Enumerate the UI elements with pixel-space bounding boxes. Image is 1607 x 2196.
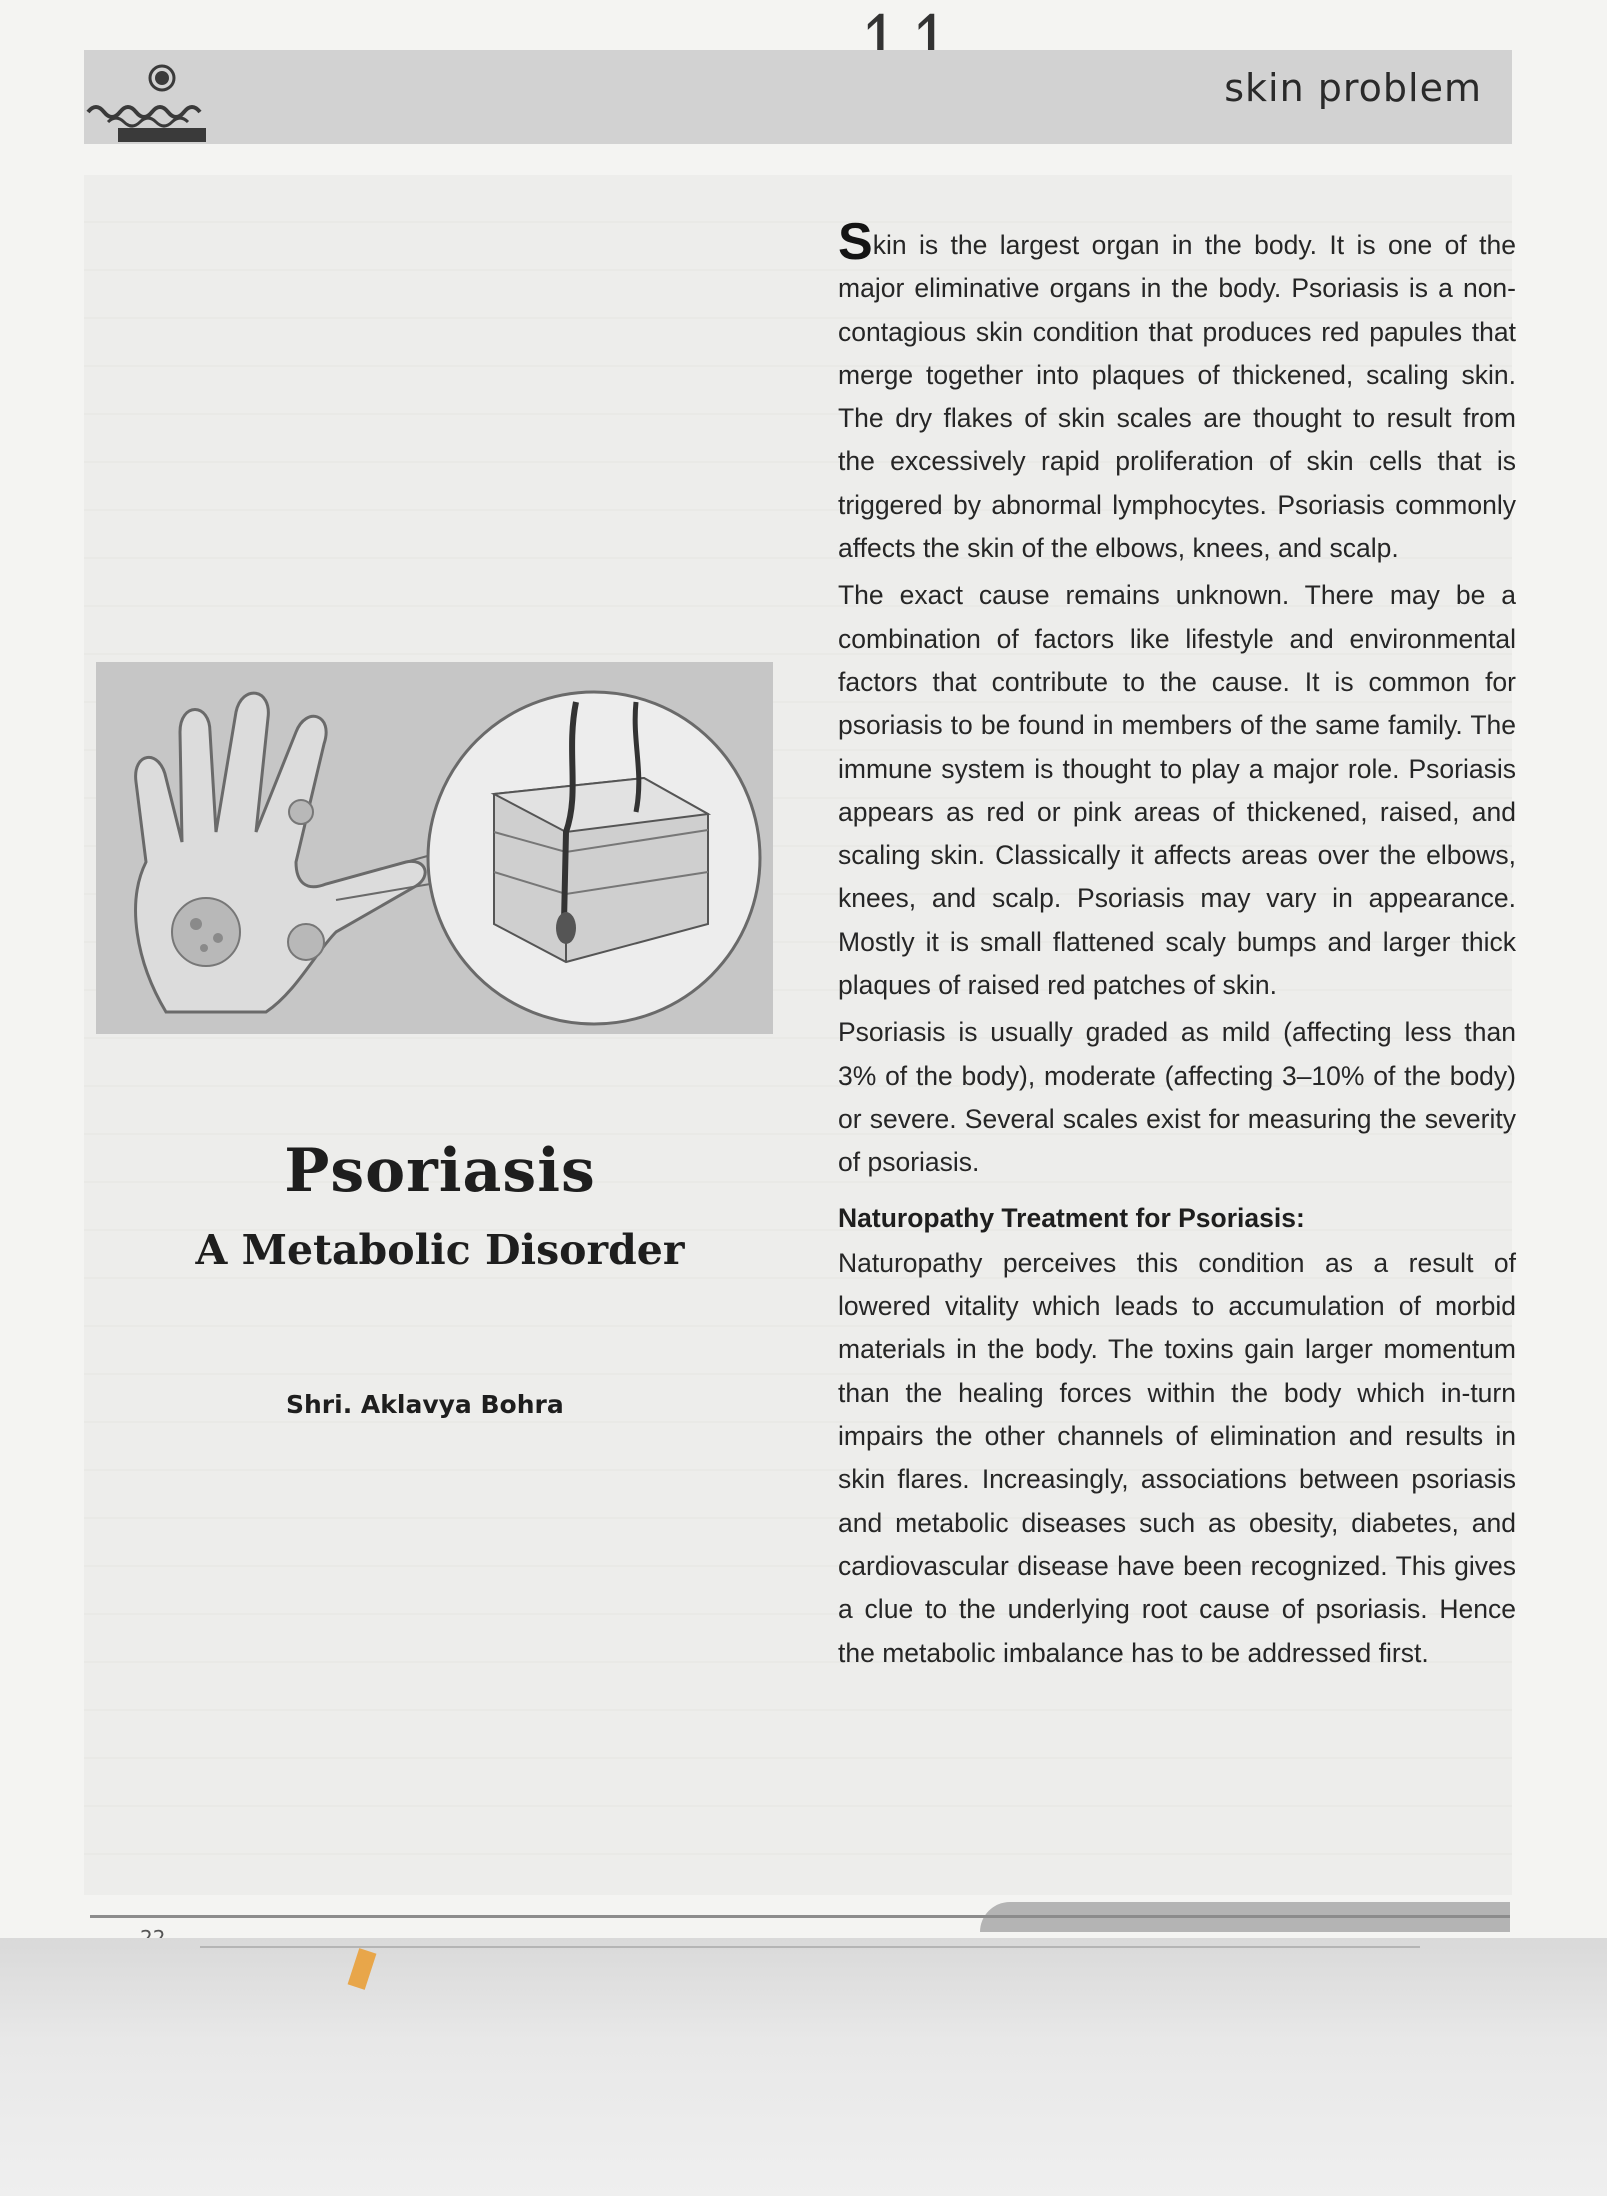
paragraph-1-text: kin is the largest organ in the body. It is one of the major eliminative organs in the body. Psoriasis is a non-contagious skin condition that produces red papules that merge together into plaques of thickened, scaling skin. The dry flakes of skin scales are thought to result from the excessively rapid proliferation of skin cells that is triggered by abnormal lymphocytes. Psoriasis commonly affects the skin of the elbows, knees, and scalp. bbox=[838, 230, 1516, 564]
section-label: skin problem bbox=[1224, 66, 1482, 110]
article-author: Shri. Aklavya Bohra bbox=[286, 1390, 564, 1419]
paragraph-4: Naturopathy perceives this condition as a result of lowered vitality which leads to accumulation of morbid materials in the body. The toxins gain larger momentum than the healing forces within the body which in-turn impairs the other channels of elimination and results in skin flares. Increasingly, associations between psoriasis and metabolic diseases such as obesity, diabetes, and cardiovascular disease have been recognized. This gives a clue to the underlying root cause of psoriasis. Hence the metabolic imbalance has to be addressed first. bbox=[838, 1247, 1516, 1668]
paragraph-1 bbox=[838, 213, 1516, 570]
paragraph-2: The exact cause remains unknown. There may be a combination of factors like lifestyle and environmental factors that contribute to the cause. It is common for psoriasis to be found in members of the same family. The immune system is thought to play a major role. Psoriasis appears as red or pink areas of thickened, raised, and scaling skin. Classically it affects areas over the elbows, knees, and scalp. Psoriasis may vary in appearance. Mostly it is small flattened scaly bumps and larger thick plaques of raised red patches of skin. bbox=[838, 580, 1516, 1001]
drop-cap: S bbox=[838, 213, 873, 271]
section-header-bar bbox=[84, 50, 1512, 144]
article-title: Psoriasis bbox=[284, 1136, 596, 1206]
page-edge-rule bbox=[200, 1946, 1420, 1948]
sun-waves-logo-icon bbox=[84, 50, 214, 144]
hand-skin-section-illustration bbox=[96, 662, 773, 1034]
paragraph-3: Psoriasis is usually graded as mild (affecting less than 3% of the body), moderate (affecting 3–10% of the body) or severe. Several scales exist for measuring the severity of psoriasis. bbox=[838, 1017, 1516, 1178]
section-heading: Naturopathy Treatment for Psoriasis: bbox=[838, 1202, 1305, 1233]
article-subtitle: A Metabolic Disorder bbox=[195, 1226, 685, 1274]
footer-rule bbox=[90, 1915, 1510, 1918]
scanner-background bbox=[0, 1938, 1607, 2196]
article-body bbox=[838, 213, 1516, 1679]
